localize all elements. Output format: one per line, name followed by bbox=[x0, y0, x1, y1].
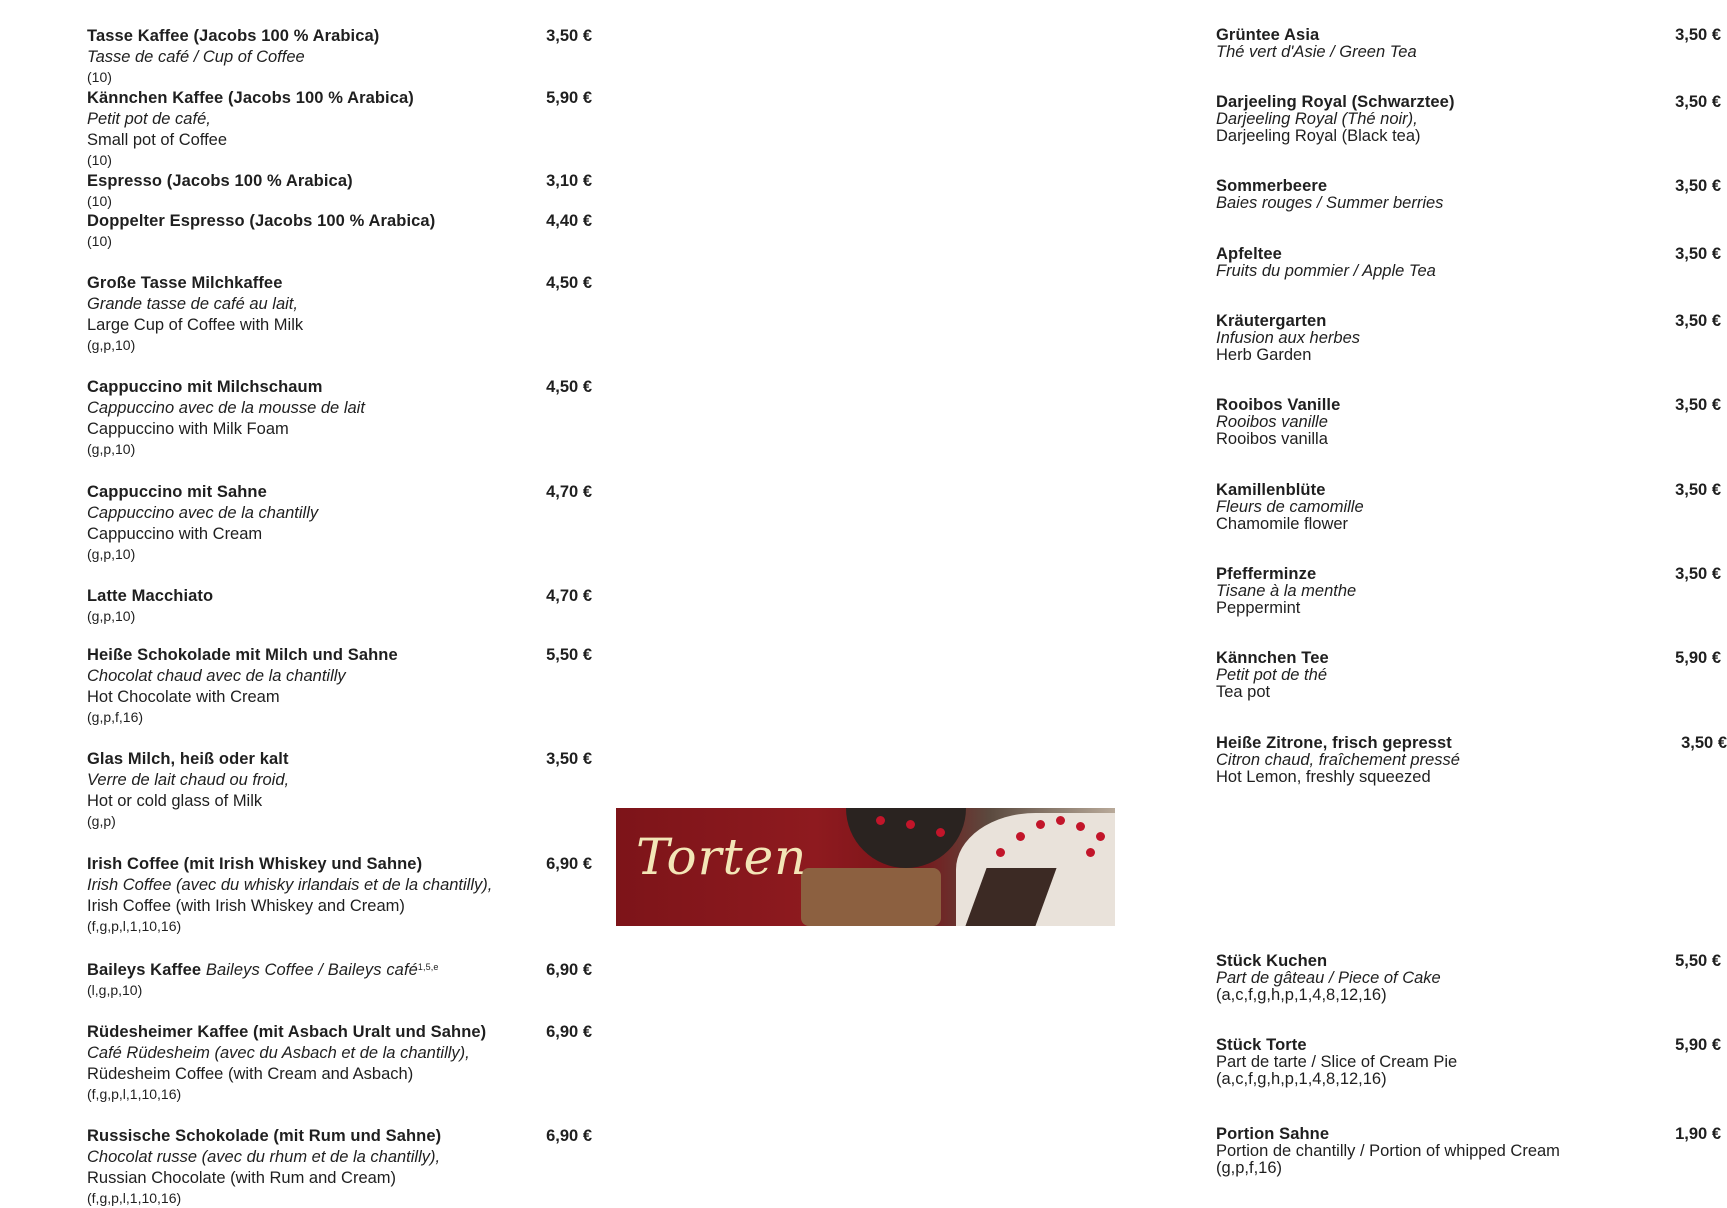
item-description: Hot Lemon, freshly squeezed bbox=[1216, 768, 1431, 786]
item-name-text: Glas Milch, heiß oder kalt bbox=[87, 750, 289, 768]
item-description: Cappuccino with Cream bbox=[87, 525, 263, 543]
item-name bbox=[1216, 246, 1721, 263]
item-description: Fruits du pommier / Apple Tea bbox=[1216, 262, 1436, 280]
item-name bbox=[1216, 566, 1721, 583]
item-description: Hot or cold glass of Milk bbox=[87, 792, 263, 810]
item-name-text: Tasse Kaffee (Jacobs 100 % Arabica) bbox=[87, 27, 380, 45]
item-name-text: Kamillenblüte bbox=[1216, 481, 1326, 499]
item-allergens: (10) bbox=[87, 69, 112, 85]
item-name bbox=[1216, 482, 1721, 499]
item-description: Baies rouges / Summer berries bbox=[1216, 194, 1444, 212]
item-description: Tea pot bbox=[1216, 683, 1271, 701]
item-description: Petit pot de thé bbox=[1216, 666, 1327, 684]
tea-item bbox=[1216, 650, 1721, 701]
item-allergens: (g,p,10) bbox=[87, 441, 136, 457]
coffee-item bbox=[87, 211, 592, 251]
item-price: 3,50 € bbox=[1675, 565, 1721, 583]
item-name-text: Cappuccino mit Milchschaum bbox=[87, 378, 323, 396]
tea-item bbox=[1216, 246, 1721, 280]
item-description: Café Rüdesheim (avec du Asbach et de la chantilly), bbox=[87, 1044, 470, 1062]
item-name bbox=[87, 171, 592, 192]
tea-item bbox=[1216, 94, 1721, 145]
item-name bbox=[87, 586, 592, 607]
item-price: 3,50 € bbox=[1681, 734, 1727, 752]
item-name bbox=[1216, 27, 1721, 44]
item-allergens: (f,g,p,l,1,10,16) bbox=[87, 918, 182, 934]
item-description: Cappuccino with Milk Foam bbox=[87, 420, 289, 438]
item-name bbox=[1216, 953, 1721, 970]
item-price: 4,70 € bbox=[546, 587, 592, 605]
item-description: Irish Coffee (avec du whisky irlandais et de la chantilly), bbox=[87, 876, 493, 894]
item-superscript: 1,5,e bbox=[417, 962, 439, 972]
item-name-text: Kännchen Tee bbox=[1216, 649, 1329, 667]
item-name bbox=[87, 1022, 592, 1043]
coffee-item bbox=[87, 960, 592, 1000]
cherry-decoration bbox=[1096, 832, 1105, 841]
item-name bbox=[1216, 94, 1721, 111]
item-name-text: Große Tasse Milchkaffee bbox=[87, 274, 283, 292]
item-name bbox=[87, 377, 592, 398]
cherry-decoration bbox=[996, 848, 1005, 857]
item-description: Portion de chantilly / Portion of whipped Cream bbox=[1216, 1142, 1560, 1160]
item-description: Fleurs de camomille bbox=[1216, 498, 1364, 516]
item-description: Hot Chocolate with Cream bbox=[87, 688, 280, 706]
item-description: Small pot of Coffee bbox=[87, 131, 228, 149]
item-name-text: Irish Coffee (mit Irish Whiskey und Sahne) bbox=[87, 855, 423, 873]
coffee-item bbox=[87, 1022, 592, 1104]
item-name bbox=[87, 1126, 592, 1147]
item-price: 3,50 € bbox=[1675, 177, 1721, 195]
item-description: (a,c,f,g,h,p,1,4,8,12,16) bbox=[1216, 986, 1387, 1004]
item-name bbox=[87, 854, 592, 875]
item-allergens: (g,p,10) bbox=[87, 337, 136, 353]
item-name-text: Heiße Schokolade mit Milch und Sahne bbox=[87, 646, 398, 664]
cherry-decoration bbox=[1086, 848, 1095, 857]
item-price: 3,50 € bbox=[1675, 481, 1721, 499]
item-inline-translation: Baileys Coffee / Baileys café bbox=[205, 961, 418, 979]
item-price: 6,90 € bbox=[546, 961, 592, 979]
item-price: 3,50 € bbox=[1675, 396, 1721, 414]
item-name bbox=[87, 960, 592, 981]
cherry-decoration bbox=[936, 828, 945, 837]
tea-item bbox=[1216, 27, 1721, 61]
item-name bbox=[87, 749, 592, 770]
item-name-text: Darjeeling Royal (Schwarztee) bbox=[1216, 93, 1455, 111]
item-description: Irish Coffee (with Irish Whiskey and Cream) bbox=[87, 897, 405, 915]
item-name-text: Baileys Kaffee bbox=[87, 961, 202, 979]
coffee-item bbox=[87, 854, 592, 936]
item-description: Tisane à la menthe bbox=[1216, 582, 1357, 600]
item-description: Russian Chocolate (with Rum and Cream) bbox=[87, 1169, 397, 1187]
item-description: Infusion aux herbes bbox=[1216, 329, 1361, 347]
item-description: Rooibos vanille bbox=[1216, 413, 1328, 431]
item-description: Part de tarte / Slice of Cream Pie bbox=[1216, 1053, 1458, 1071]
coffee-item bbox=[87, 586, 592, 626]
item-price: 1,90 € bbox=[1675, 1125, 1721, 1143]
cake-item bbox=[1216, 1037, 1721, 1088]
item-description: Herb Garden bbox=[1216, 346, 1312, 364]
item-description: Darjeeling Royal (Thé noir), bbox=[1216, 110, 1418, 128]
item-name bbox=[1216, 735, 1721, 752]
item-name bbox=[87, 482, 592, 503]
item-name-text: Portion Sahne bbox=[1216, 1125, 1330, 1143]
item-description: Petit pot de café, bbox=[87, 110, 211, 128]
item-description: Tasse de café / Cup of Coffee bbox=[87, 48, 305, 66]
item-name-text: Sommerbeere bbox=[1216, 177, 1328, 195]
item-name-text: Kräutergarten bbox=[1216, 312, 1327, 330]
tea-item bbox=[1216, 734, 1727, 786]
item-name-text: Kännchen Kaffee (Jacobs 100 % Arabica) bbox=[87, 89, 414, 107]
item-price: 5,50 € bbox=[1675, 952, 1721, 970]
item-description: Verre de lait chaud ou froid, bbox=[87, 771, 290, 789]
item-name bbox=[87, 211, 592, 232]
item-name bbox=[1216, 650, 1721, 667]
item-allergens: (f,g,p,l,1,10,16) bbox=[87, 1190, 182, 1206]
item-name-text: Rüdesheimer Kaffee (mit Asbach Uralt und Sahne) bbox=[87, 1023, 487, 1041]
item-name bbox=[87, 26, 592, 47]
item-price: 3,10 € bbox=[546, 172, 592, 190]
cherry-decoration bbox=[906, 820, 915, 829]
item-price: 4,50 € bbox=[546, 274, 592, 292]
item-allergens: (f,g,p,l,1,10,16) bbox=[87, 1086, 182, 1102]
tea-item bbox=[1216, 482, 1721, 533]
item-name-text: Espresso (Jacobs 100 % Arabica) bbox=[87, 172, 353, 190]
tea-item bbox=[1216, 313, 1721, 364]
item-price: 4,70 € bbox=[546, 483, 592, 501]
item-name bbox=[87, 645, 592, 666]
item-allergens: (g,p,10) bbox=[87, 546, 136, 562]
item-allergens: (10) bbox=[87, 193, 112, 209]
item-description: Citron chaud, fraîchement pressé bbox=[1216, 751, 1460, 769]
item-description: Cappuccino avec de la mousse de lait bbox=[87, 399, 365, 417]
item-allergens: (l,g,p,10) bbox=[87, 982, 143, 998]
item-price: 3,50 € bbox=[1675, 93, 1721, 111]
coffee-item bbox=[87, 273, 592, 355]
item-price: 3,50 € bbox=[1675, 312, 1721, 330]
item-description: Darjeeling Royal (Black tea) bbox=[1216, 127, 1421, 145]
item-price: 4,50 € bbox=[546, 378, 592, 396]
item-price: 5,90 € bbox=[546, 89, 592, 107]
tea-item bbox=[1216, 178, 1721, 212]
item-allergens: (10) bbox=[87, 152, 112, 168]
item-allergens: (10) bbox=[87, 233, 112, 249]
item-name bbox=[87, 88, 592, 109]
item-name bbox=[1216, 397, 1721, 414]
item-name-text: Stück Kuchen bbox=[1216, 952, 1328, 970]
cherry-decoration bbox=[1016, 832, 1025, 841]
item-description: Part de gâteau / Piece of Cake bbox=[1216, 969, 1441, 987]
cake-item bbox=[1216, 1126, 1721, 1177]
cake-item bbox=[1216, 953, 1721, 1004]
item-description: Thé vert d'Asie / Green Tea bbox=[1216, 43, 1417, 61]
item-name bbox=[1216, 1126, 1721, 1143]
item-name-text: Latte Macchiato bbox=[87, 587, 214, 605]
item-description: Rooibos vanilla bbox=[1216, 430, 1328, 448]
item-allergens: (g,p) bbox=[87, 813, 116, 829]
item-price: 6,90 € bbox=[546, 1127, 592, 1145]
item-description: Chocolat chaud avec de la chantilly bbox=[87, 667, 346, 685]
coffee-item bbox=[87, 26, 592, 87]
coffee-item bbox=[87, 645, 592, 727]
coffee-item bbox=[87, 482, 592, 564]
item-name bbox=[87, 273, 592, 294]
coffee-item bbox=[87, 1126, 592, 1208]
item-description: Peppermint bbox=[1216, 599, 1301, 617]
item-allergens: (g,p,10) bbox=[87, 608, 136, 624]
coffee-item bbox=[87, 377, 592, 459]
cherry-decoration bbox=[1056, 816, 1065, 825]
item-price: 6,90 € bbox=[546, 855, 592, 873]
item-price: 5,90 € bbox=[1675, 1036, 1721, 1054]
item-price: 4,40 € bbox=[546, 212, 592, 230]
item-description: (g,p,f,16) bbox=[1216, 1159, 1283, 1177]
item-price: 5,50 € bbox=[546, 646, 592, 664]
item-name bbox=[1216, 1037, 1721, 1054]
item-price: 5,90 € bbox=[1675, 649, 1721, 667]
cherry-decoration bbox=[1076, 822, 1085, 831]
item-name bbox=[1216, 313, 1721, 330]
chocolate-cake-image bbox=[846, 808, 966, 868]
item-price: 3,50 € bbox=[1675, 245, 1721, 263]
torten-banner bbox=[616, 808, 1115, 926]
item-name-text: Pfefferminze bbox=[1216, 565, 1317, 583]
coffee-item bbox=[87, 749, 592, 831]
item-price: 3,50 € bbox=[1675, 26, 1721, 44]
banner-title: Torten bbox=[636, 828, 808, 886]
item-name-text: Rooibos Vanille bbox=[1216, 396, 1341, 414]
item-name-text: Grüntee Asia bbox=[1216, 26, 1320, 44]
item-price: 6,90 € bbox=[546, 1023, 592, 1041]
item-name bbox=[1216, 178, 1721, 195]
item-name-text: Cappuccino mit Sahne bbox=[87, 483, 267, 501]
item-price: 3,50 € bbox=[546, 750, 592, 768]
item-description: Cappuccino avec de la chantilly bbox=[87, 504, 319, 522]
item-name-text: Stück Torte bbox=[1216, 1036, 1307, 1054]
item-name-text: Apfeltee bbox=[1216, 245, 1282, 263]
coffee-item bbox=[87, 88, 592, 170]
item-description: (a,c,f,g,h,p,1,4,8,12,16) bbox=[1216, 1070, 1387, 1088]
item-allergens: (g,p,f,16) bbox=[87, 709, 144, 725]
item-description: Rüdesheim Coffee (with Cream and Asbach) bbox=[87, 1065, 414, 1083]
item-name-text: Heiße Zitrone, frisch gepresst bbox=[1216, 734, 1452, 752]
item-description: Grande tasse de café au lait, bbox=[87, 295, 298, 313]
item-description: Large Cup of Coffee with Milk bbox=[87, 316, 304, 334]
item-description: Chamomile flower bbox=[1216, 515, 1349, 533]
tea-item bbox=[1216, 566, 1721, 617]
item-name-text: Doppelter Espresso (Jacobs 100 % Arabica) bbox=[87, 212, 436, 230]
tea-item bbox=[1216, 397, 1721, 448]
cherry-decoration bbox=[1036, 820, 1045, 829]
item-price: 3,50 € bbox=[546, 27, 592, 45]
item-description: Chocolat russe (avec du rhum et de la chantilly), bbox=[87, 1148, 441, 1166]
coffee-item bbox=[87, 171, 592, 211]
cherry-decoration bbox=[876, 816, 885, 825]
item-name-text: Russische Schokolade (mit Rum und Sahne) bbox=[87, 1127, 442, 1145]
cookies-image bbox=[801, 868, 941, 926]
